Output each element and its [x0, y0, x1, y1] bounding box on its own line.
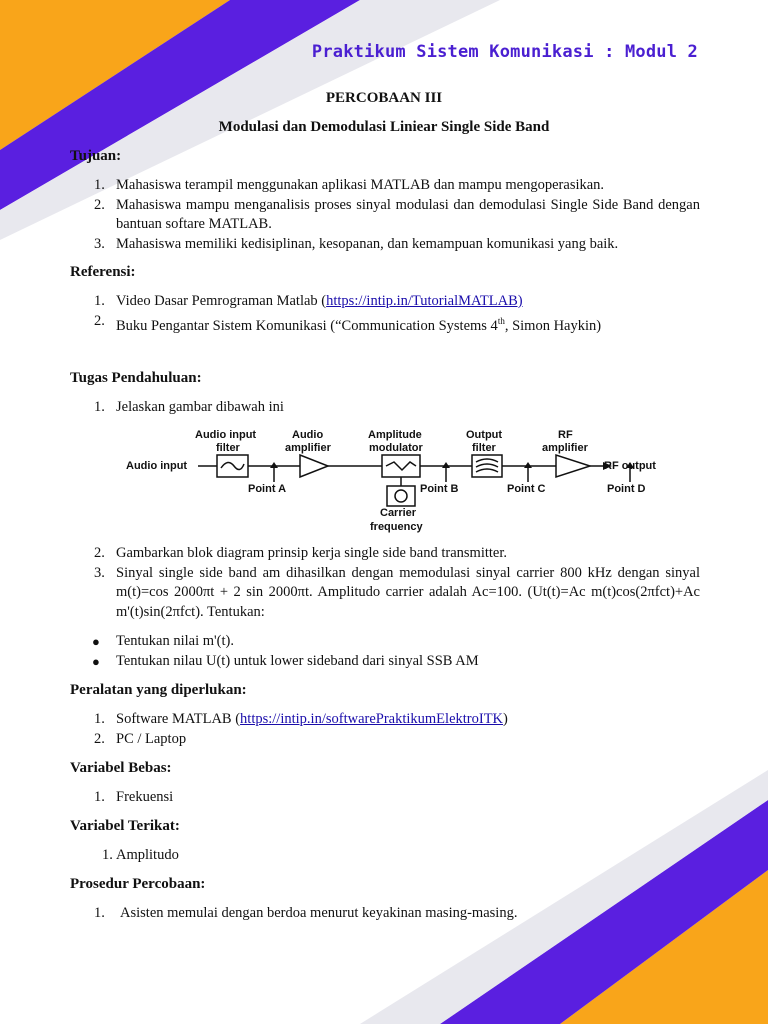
list-item: 2. PC / Laptop — [94, 730, 187, 747]
software-matlab-link[interactable]: https://intip.in/softwarePraktikumElektroITK — [240, 711, 504, 727]
amplitude-modulator-block — [382, 455, 420, 477]
bullet-icon: ● — [92, 634, 100, 649]
list-item: ● Tentukan nilai m'(t). — [70, 632, 700, 652]
variabel-terikat-list — [70, 846, 700, 866]
carrier-label-1: Carrier — [380, 507, 417, 519]
amplitude-modulator-label-2: modulator — [369, 442, 423, 454]
tutorial-matlab-link[interactable]: https://intip.in/TutorialMATLAB) — [326, 293, 523, 309]
point-a-arrow — [270, 462, 278, 468]
audio-amplifier-label-1: Audio — [292, 429, 324, 441]
variabel-bebas-heading: Variabel Bebas: — [70, 760, 172, 776]
output-filter-label-2: filter — [472, 442, 496, 454]
point-b-label: Point B — [420, 483, 459, 495]
rf-amplifier-label-2: amplifier — [542, 442, 588, 454]
referensi-heading: Referensi: — [70, 264, 136, 280]
peralatan-list — [70, 710, 700, 749]
list-item: 2. Gambarkan blok diagram prinsip kerja single side band transmitter. — [94, 545, 507, 561]
list-item: 2. Buku Pengantar Sistem Komunikasi (“Communication Systems 4th, Simon Haykin) — [94, 312, 602, 334]
list-item: 1. Video Dasar Pemrograman Matlab (https://intip.in/TutorialMATLAB) — [94, 293, 523, 309]
list-item: 1. Amplitudo — [102, 847, 179, 863]
tugas-list-rest — [70, 544, 700, 622]
rf-amplifier-label-1: RF — [558, 429, 573, 441]
list-item: 1. Mahasiswa terampil menggunakan aplikasi MATLAB dan mampu mengoperasikan. — [94, 177, 605, 193]
list-item: 1. Frekuensi — [94, 789, 174, 805]
prosedur-heading: Prosedur Percobaan: — [70, 876, 206, 892]
rf-amplifier-block — [556, 455, 590, 477]
point-b-arrow — [442, 462, 450, 468]
variabel-bebas-list — [70, 788, 700, 808]
carrier-label-2: frequency — [370, 521, 423, 533]
referensi-list — [70, 292, 700, 336]
percobaan-heading: PERCOBAAN III — [325, 90, 443, 106]
list-item: 1. Jelaskan gambar dibawah ini — [94, 399, 284, 415]
list-item: 1. Asisten memulai dengan berdoa menurut keyakinan masing-masing. — [94, 905, 518, 921]
tujuan-list — [70, 176, 700, 254]
tujuan-heading: Tujuan: — [70, 148, 122, 164]
variabel-terikat-heading: Variabel Terikat: — [70, 818, 180, 834]
audio-input-label: Audio input — [126, 460, 188, 472]
prosedur-list — [70, 904, 700, 924]
point-d-label: Point D — [607, 483, 646, 495]
rf-output-label: RF output — [604, 460, 656, 472]
audio-amplifier-label-2: amplifier — [285, 442, 331, 454]
percobaan-subtitle: Modulasi dan Demodulasi Liniear Single Side Band — [218, 119, 550, 135]
carrier-frequency-block — [387, 486, 415, 506]
peralatan-heading: Peralatan yang diperlukan: — [70, 682, 247, 698]
audio-input-filter-label-2: filter — [216, 442, 240, 454]
tugas-heading: Tugas Pendahuluan: — [70, 370, 202, 386]
output-filter-label-1: Output — [466, 429, 503, 441]
module-header-title: Praktikum Sistem Komunikasi : Modul 2 — [311, 42, 698, 62]
tugas-list-first — [70, 398, 700, 418]
point-c-arrow — [524, 462, 532, 468]
tugas-bullet-list — [70, 632, 700, 671]
list-item: ● Tentukan nilau U(t) untuk lower sideband dari sinyal SSB AM — [70, 652, 700, 672]
list-item: 2. Mahasiswa mampu menganalisis proses sinyal modulasi dan demodulasi Single Side Band dengan bantuan softare MATLAB. — [94, 196, 700, 232]
list-item: 3. Sinyal single side band am dihasilkan dengan memodulasi sinyal carrier 800 kHz dengan sinyal m(t)=cos 2000πt + 2 sin 2000πt. Amplitudo carrier adalah Ac=100. (Ut(t)=Ac m(t)cos(2πfct)+Ac m'(t)sin(2πfct). Tentukan: — [94, 564, 700, 620]
list-item: 1. Software MATLAB (https://intip.in/softwarePraktikumElektroITK) — [94, 711, 508, 727]
point-c-label: Point C — [507, 483, 546, 495]
ssb-transmitter-block-diagram — [120, 424, 680, 536]
audio-amplifier-block — [300, 455, 328, 477]
bullet-icon: ● — [92, 653, 100, 669]
point-a-label: Point A — [248, 483, 287, 495]
audio-input-filter-label-1: Audio input — [195, 429, 257, 441]
amplitude-modulator-label-1: Amplitude — [368, 429, 422, 441]
list-item: 3. Mahasiswa memiliki kedisiplinan, kesopanan, dan kemampuan komunikasi yang baik. — [94, 235, 619, 252]
